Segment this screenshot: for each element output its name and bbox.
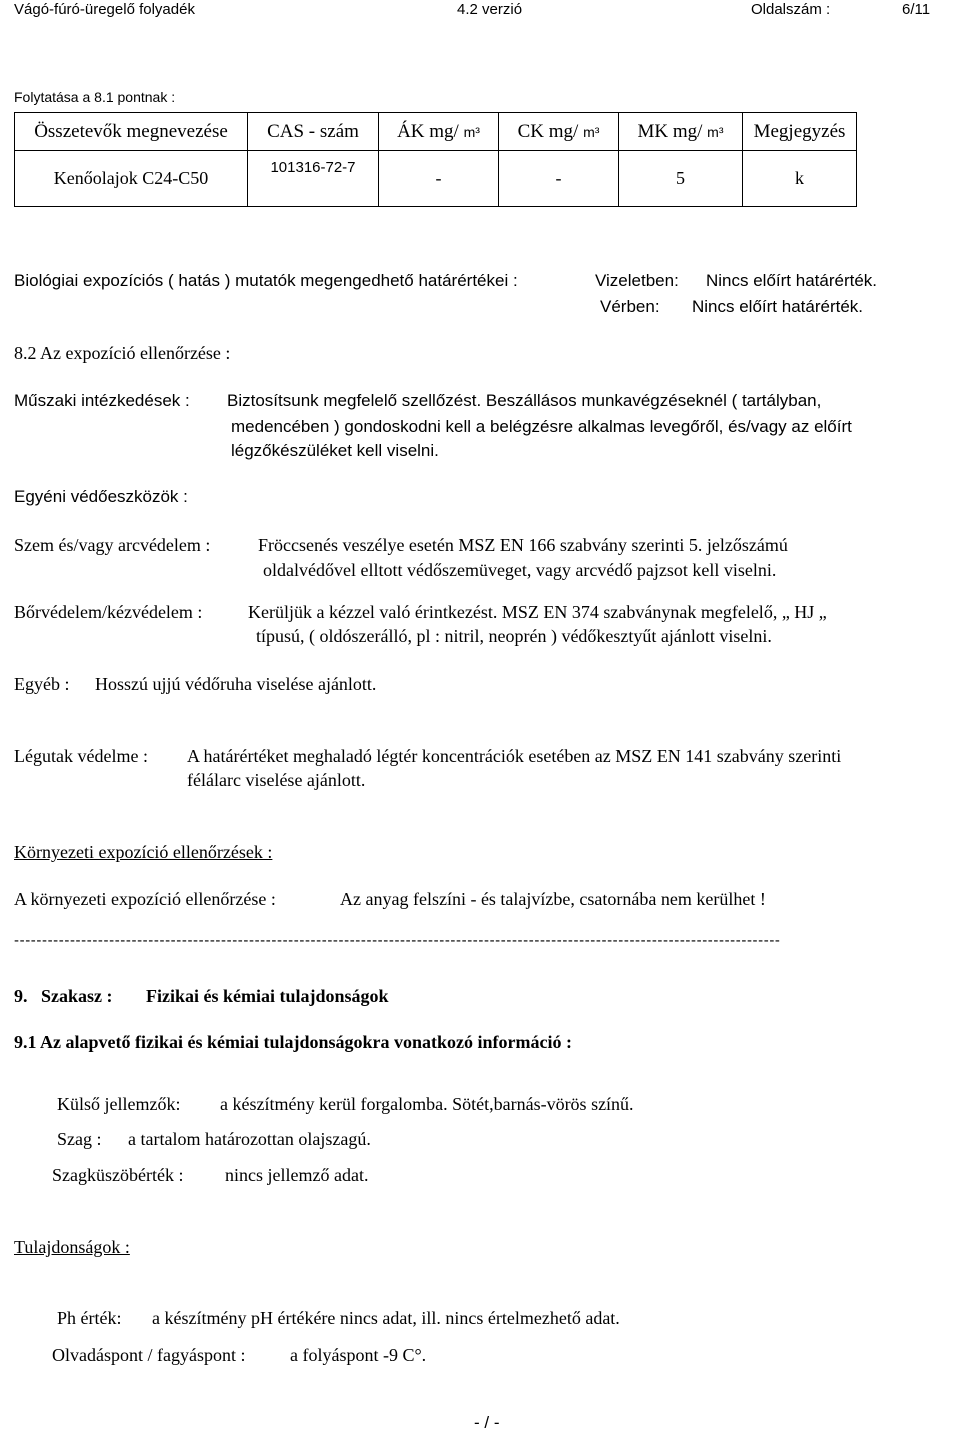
header-page-label: Oldalszám : xyxy=(751,1,831,18)
section-8-2-title: 8.2 Az expozíció ellenőrzése : xyxy=(14,343,231,363)
odor-label: Szag : xyxy=(57,1129,102,1149)
respiratory-label: Légutak védelme : xyxy=(14,746,148,766)
bio-urine-label: Vizeletben: xyxy=(595,271,679,290)
section-divider: ----------------------------------------------------------------------------------------------------------------------------------------- xyxy=(14,932,781,949)
eye-protection-line: oldalvédővel elltott védőszemüveget, vagy arcvédő pajzsot kell viselni. xyxy=(263,560,777,580)
other-protection-label: Egyéb : xyxy=(14,674,70,694)
properties-title: Tulajdonságok : xyxy=(14,1237,130,1257)
table-header-row xyxy=(15,113,857,151)
continuation-note: Folytatása a 8.1 pontnak : xyxy=(14,89,176,105)
table-header-cell: MK mg/ m³ xyxy=(619,113,743,151)
mk-value: 5 xyxy=(619,151,743,207)
section-9-1-title: 9.1 Az alapvető fizikai és kémiai tulajdonságokra vonatkozó információ : xyxy=(14,1032,572,1052)
other-protection-text: Hosszú ujjú védőruha viselése ajánlott. xyxy=(95,674,377,694)
table-header-cell: Megjegyzés xyxy=(743,113,857,151)
bio-blood-label: Vérben: xyxy=(600,297,660,316)
bio-urine-value: Nincs előírt határérték. xyxy=(706,271,878,290)
cas-number: 101316-72-7 xyxy=(248,151,379,207)
tech-measures-label: Műszaki intézkedések : xyxy=(14,391,190,410)
header-product: Vágó-fúró-üregelő folyadék xyxy=(14,1,195,18)
respiratory-line: félálarc viselése ajánlott. xyxy=(187,770,366,790)
eye-protection-line: Fröccsenés veszélye esetén MSZ EN 166 szabvány szerinti 5. jelzőszámú xyxy=(258,535,788,555)
note-value: k xyxy=(743,151,857,207)
env-title: Környezeti expozíció ellenőrzések : xyxy=(14,842,273,862)
env-text: Az anyag felszíni - és talajvízbe, csatornába nem kerülhet ! xyxy=(340,889,766,909)
components-table xyxy=(14,112,857,207)
ppe-title: Egyéni védőeszközök : xyxy=(14,487,188,506)
bio-label: Biológiai expozíciós ( hatás ) mutatók megengedhető határértékei : xyxy=(14,271,518,290)
section-9-number: 9. xyxy=(14,986,28,1006)
section-9-title: Fizikai és kémiai tulajdonságok xyxy=(146,986,389,1006)
tech-measures-line: medencében ) gondoskodni kell a belégzésre alkalmas levegőről, és/vagy az előírt xyxy=(231,417,852,436)
appearance-label: Külső jellemzők: xyxy=(57,1094,181,1114)
tech-measures-line: Biztosítsunk megfelelő szellőzést. Beszállásos munkavégzéseknél ( tartályban, xyxy=(227,391,822,410)
melting-point-label: Olvadáspont / fagyáspont : xyxy=(52,1345,246,1365)
appearance-value: a készítmény kerül forgalomba. Sötét,barnás-vörös színű. xyxy=(220,1094,634,1114)
header-version: 4.2 verzió xyxy=(457,1,523,18)
ak-value: - xyxy=(379,151,499,207)
ck-value: - xyxy=(499,151,619,207)
odor-threshold-label: Szagküszöbérték : xyxy=(52,1165,184,1185)
odor-value: a tartalom határozottan olajszagú. xyxy=(128,1129,371,1149)
ph-value: a készítmény pH értékére nincs adat, ill. nincs értelmezhető adat. xyxy=(152,1308,620,1328)
melting-point-value: a folyáspont -9 C°. xyxy=(290,1345,427,1365)
component-name: Kenőolajok C24-C50 xyxy=(15,151,248,207)
skin-protection-line: típusú, ( oldószerálló, pl : nitril, neoprén ) védőkesztyűt ajánlott viselni. xyxy=(256,626,772,646)
table-header-cell: CAS - szám xyxy=(248,113,379,151)
respiratory-line: A határértéket meghaladó légtér koncentrációk esetében az MSZ EN 141 szabvány szerinti xyxy=(187,746,842,766)
odor-threshold-value: nincs jellemző adat. xyxy=(225,1165,369,1185)
tech-measures-line: légzőkészüléket kell viselni. xyxy=(231,441,439,460)
ph-label: Ph érték: xyxy=(57,1308,122,1328)
table-header-cell: CK mg/ m³ xyxy=(499,113,619,151)
table-header-cell: Összetevők megnevezése xyxy=(15,113,248,151)
table-row xyxy=(15,151,857,207)
eye-protection-label: Szem és/vagy arcvédelem : xyxy=(14,535,211,555)
skin-protection-label: Bőrvédelem/kézvédelem : xyxy=(14,602,203,622)
section-9-label: Szakasz : xyxy=(41,986,113,1006)
table-header-cell: ÁK mg/ m³ xyxy=(379,113,499,151)
skin-protection-line: Kerüljük a kézzel való érintkezést. MSZ EN 374 szabványnak megfelelő, „ HJ „ xyxy=(248,602,827,622)
header-page-number: 6/11 xyxy=(902,1,931,18)
env-label: A környezeti expozíció ellenőrzése : xyxy=(14,889,276,909)
bio-blood-value: Nincs előírt határérték. xyxy=(692,297,864,316)
page-footer: - / - xyxy=(474,1413,500,1432)
